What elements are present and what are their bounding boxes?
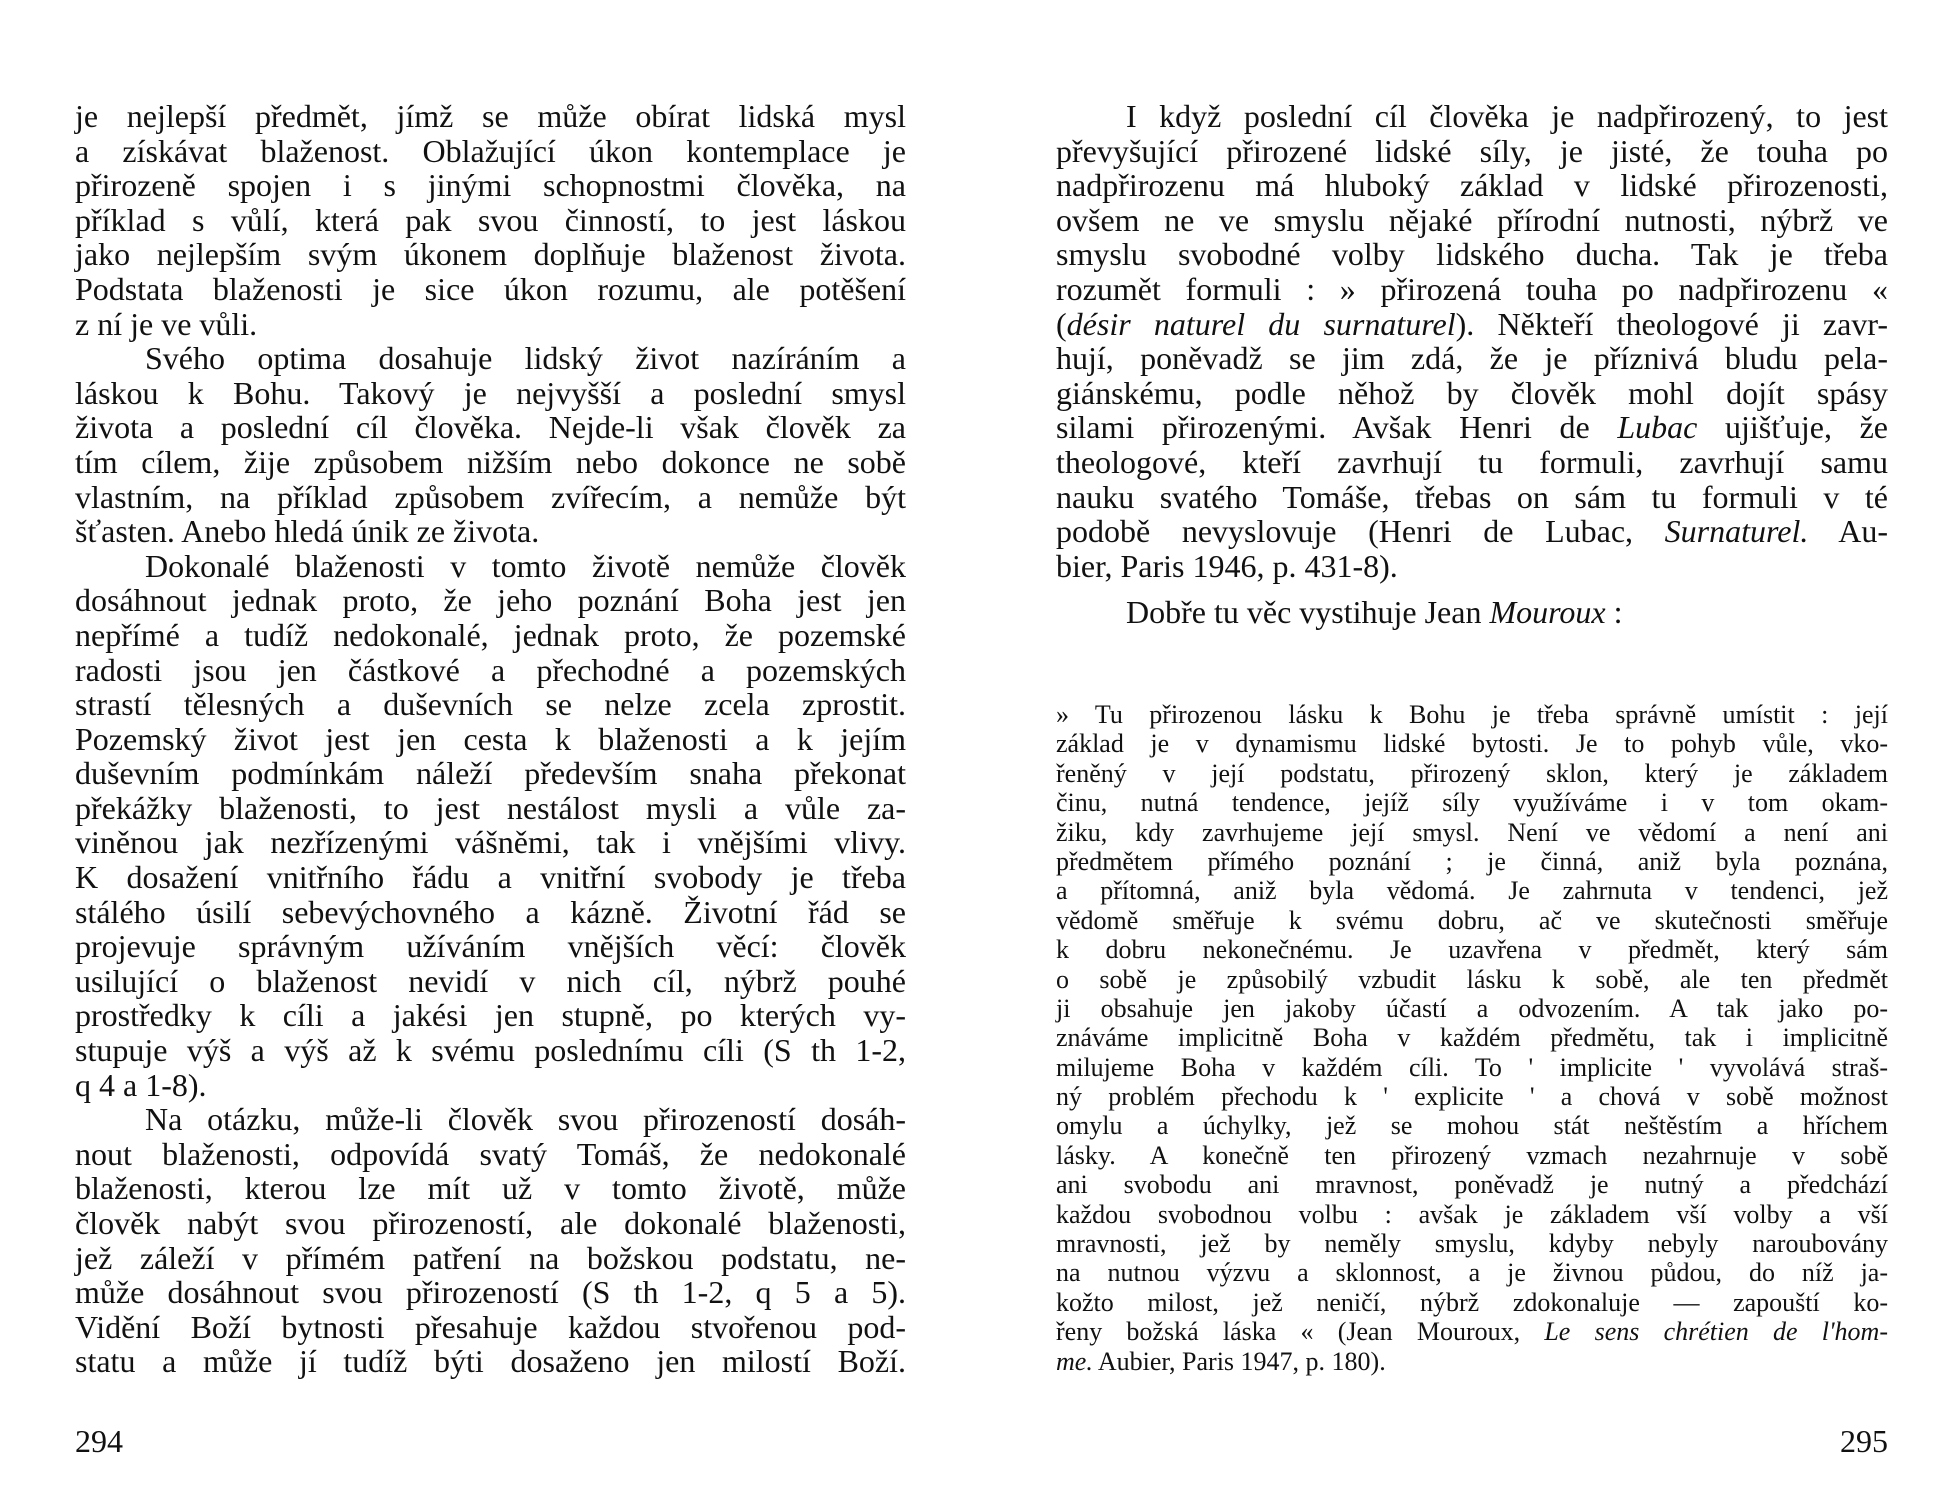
text-segment: ). Někteří theologové ji zavr-: [1455, 305, 1889, 342]
text-line: statu a může jí tudíž býti dosaženo jen milostí Boží.: [75, 1343, 906, 1380]
text-segment: silami přirozenými. Avšak Henri de: [1056, 409, 1618, 446]
text-line: jež záleží v přímém patření na božskou podstatu, ne-: [75, 1239, 906, 1276]
text-line: hují, poněvadž se jim zdá, že je příznivá bludu pela-: [1056, 340, 1888, 377]
paragraph: [75, 99, 906, 341]
text-line: lásky. A konečně ten přirozený vzmach nezahrnuje v sobě: [1056, 1140, 1888, 1170]
text-line: převyšující přirozené lidské síly, je jisté, že touha po: [1056, 132, 1888, 169]
text-line: blaženosti, kterou lze mít už v tomto životě, může: [75, 1170, 906, 1207]
text-line: základ je v dynamismu lidské bytosti. Je to pohyb vůle, vko-: [1056, 729, 1888, 759]
text-line: radosti jsou jen částkové a přechodné a pozemských: [75, 651, 906, 688]
page-number-left: 294: [75, 1423, 123, 1459]
paragraph: [1056, 595, 1888, 630]
text-line: [1056, 410, 1888, 445]
italic-text: désir naturel du surnaturel: [1066, 305, 1456, 342]
text-line: na nutnou výzvu a sklonnost, a je živnou půdou, do níž ja-: [1056, 1258, 1888, 1288]
text-line: smyslu svobodné volby lidského ducha. Tak je třeba: [1056, 236, 1888, 273]
text-line: k dobru nekonečnému. Je uzavřena v předmět, který sám: [1056, 935, 1888, 965]
text-segment: :: [1605, 594, 1623, 630]
text-line: [1056, 595, 1888, 630]
text-line: usilující o blaženost nevidí v nich cíl, nýbrž pouhé: [75, 962, 906, 999]
text-line: milujeme Boha v každém cíli. To ' implicite ' vyvolává straš-: [1056, 1052, 1888, 1082]
italic-text: Surnaturel.: [1664, 513, 1809, 550]
text-line: činu, nutná tendence, jejíž síly využíváme i v tom okam-: [1056, 788, 1888, 818]
text-line: řeněný v její podstatu, přirozený sklon, který je základem: [1056, 758, 1888, 788]
text-segment: ujišťuje, že: [1697, 409, 1889, 446]
text-line: ji obsahuje jen jakoby účastí a odvozením. A tak jako po-: [1056, 993, 1888, 1023]
text-line: nout blaženosti, odpovídá svatý Tomáš, že nedokonalé: [75, 1135, 906, 1172]
text-line: kožto milost, jež neničí, nýbrž zdokonaluje — zapouští ko-: [1056, 1287, 1888, 1317]
text-line: šťasten. Anebo hledá únik ze života.: [75, 513, 540, 550]
text-line: Vidění Boží bytnosti přesahuje každou stvořenou pod-: [75, 1308, 906, 1345]
text-line: a přítomná, aniž byla vědomá. Je zahrnuta v tendenci, jež: [1056, 876, 1888, 906]
text-segment: podobě nevyslovuje (Henri de Lubac,: [1056, 513, 1665, 550]
text-line: předmětem přímého poznání ; je činná, aniž byla poznána,: [1056, 846, 1888, 876]
text-line: stupuje výš a výš až k svému poslednímu cíli (S th 1-2,: [75, 1032, 906, 1069]
text-line: člověk nabýt svou přirozeností, ale dokonalé blaženosti,: [75, 1205, 906, 1241]
text-segment: Aubier, Paris 1947, p. 180).: [1092, 1346, 1386, 1376]
text-line: K dosažení vnitřního řádu a vnitřní svobody je třeba: [75, 859, 906, 896]
text-line: Pozemský život jest jen cesta k blaženosti a k jejím: [75, 720, 906, 757]
text-line: vědomě směřuje k svému dobru, ač ve skutečnosti směřuje: [1056, 905, 1888, 935]
page-number-right: 295: [1840, 1423, 1888, 1459]
text-line: ovšem ne ve smyslu nějaké přírodní nutnosti, nýbrž ve: [1056, 201, 1888, 238]
text-line: nepřímé a tudíž nedokonalé, jednak proto, že pozemské: [75, 616, 906, 653]
text-segment: Dobře tu věc vystihuje Jean: [1126, 594, 1490, 630]
quote-paragraph: [1056, 700, 1888, 1376]
text-line: života a poslední cíl člověka. Nejde-li však člověk za: [75, 409, 906, 446]
paragraph: [75, 549, 906, 1103]
page-295-text: [1056, 99, 1888, 583]
text-line: prostředky k cíli a jakési jen stupně, po kterých vy-: [75, 997, 906, 1034]
paragraph: [75, 341, 906, 549]
text-line: Svého optima dosahuje lidský život nazíráním a: [145, 340, 906, 377]
text-line: dosáhnout jednak proto, že jeho poznání Boha jest jen: [75, 582, 906, 619]
italic-text: Le sens chrétien de l'hom-: [1544, 1317, 1888, 1347]
page-295-quotation: [1056, 700, 1888, 1376]
text-line: o sobě je způsobilý vzbudit lásku k sobě, ale ten předmět: [1056, 964, 1888, 994]
text-line: žiku, kdy zavrhujeme její smysl. Není ve vědomí a není ani: [1056, 817, 1888, 847]
text-line: Podstata blaženosti je sice úkon rozumu, ale potěšení: [75, 270, 906, 307]
text-segment: Au-: [1808, 513, 1889, 550]
italic-text: me.: [1056, 1346, 1093, 1376]
page-295-intro-line: [1056, 595, 1888, 630]
text-line: q 4 a 1-8).: [75, 1066, 207, 1103]
text-line: může dosáhnout svou přirozeností (S th 1-2, q 5 a 5).: [75, 1274, 906, 1311]
text-line: » Tu přirozenou lásku k Bohu je třeba správně umístit : její: [1056, 700, 1888, 729]
text-segment: (: [1056, 305, 1067, 342]
text-line: rozumět formuli : » přirozená touha po nadpřirozenu «: [1056, 270, 1888, 307]
text-line: Dokonalé blaženosti v tomto životě nemůže člověk: [145, 547, 906, 584]
text-line: mravnosti, jež by neměly smyslu, kdyby nebyly naroubovány: [1056, 1229, 1888, 1259]
paragraph: [75, 1102, 906, 1379]
text-line: [1056, 1317, 1888, 1346]
text-line: Na otázku, může-li člověk svou přirozeností dosáh-: [145, 1101, 906, 1138]
text-line: projevuje správným užíváním vnějších věcí: člověk: [75, 928, 906, 965]
text-line: bier, Paris 1946, p. 431-8).: [1056, 547, 1398, 584]
text-segment: řeny božská láska « (Jean Mouroux,: [1056, 1317, 1545, 1347]
text-line: a získávat blaženost. Oblažující úkon kontemplace je: [75, 132, 906, 169]
text-line: znáváme implicitně Boha v každém předmětu, tak i implicitně: [1056, 1023, 1888, 1053]
text-line: je nejlepší předmět, jímž se může obírat lidská mysl: [75, 98, 906, 134]
text-line: [1056, 514, 1888, 549]
text-line: ani svobodu ani mravnost, poněvadž je nutný a předchází: [1056, 1170, 1888, 1200]
text-line: nadpřirozenu má hluboký základ v lidské přirozenosti,: [1056, 167, 1888, 204]
text-line: giánskému, podle něhož by člověk mohl dojít spásy: [1056, 374, 1888, 411]
text-line: strastí tělesných a duševních se nelze zcela zprostit.: [75, 686, 906, 723]
text-line: nauku svatého Tomáše, třebas on sám tu formuli v té: [1056, 478, 1888, 515]
text-line: viněnou jak nezřízenými vášněmi, tak i vnějšími vlivy.: [75, 824, 906, 861]
text-line: příklad s vůlí, která pak svou činností, to jest láskou: [75, 201, 906, 238]
paragraph: [1056, 99, 1888, 583]
text-line: z ní je ve vůli.: [75, 305, 258, 342]
text-line: každou svobodnou volbu : avšak je základem vší volby a vší: [1056, 1199, 1888, 1229]
page-294-text: [75, 99, 906, 1379]
text-line: theologové, kteří zavrhují tu formuli, zavrhují samu: [1056, 443, 1888, 480]
text-line: překážky blaženosti, to jest nestálost mysli a vůle za-: [75, 789, 906, 826]
text-line: stálého úsilí sebevýchovného a kázně. Životní řád se: [75, 893, 906, 930]
text-line: [1056, 1347, 1888, 1376]
text-line: duševním podmínkám náleží především snaha překonat: [75, 755, 906, 792]
text-line: I když poslední cíl člověka je nadpřirozený, to jest: [1126, 98, 1888, 134]
text-line: ný problém přechodu k ' explicite ' a chová v sobě možnost: [1056, 1082, 1888, 1112]
text-line: láskou k Bohu. Takový je nejvyšší a poslední smysl: [75, 374, 906, 411]
text-line: jako nejlepším svým úkonem doplňuje blaženost života.: [75, 236, 906, 273]
text-line: přirozeně spojen i s jinými schopnostmi člověka, na: [75, 167, 906, 204]
text-line: omylu a úchylky, jež se mohou stát neštěstím a hříchem: [1056, 1111, 1888, 1141]
text-line: [1056, 307, 1888, 342]
text-line: vlastním, na příklad způsobem zvířecím, a nemůže být: [75, 478, 906, 515]
text-line: tím cílem, žije způsobem nižším nebo dokonce ne sobě: [75, 443, 906, 480]
italic-text: Mouroux: [1489, 594, 1606, 630]
italic-text: Lubac: [1617, 409, 1698, 446]
